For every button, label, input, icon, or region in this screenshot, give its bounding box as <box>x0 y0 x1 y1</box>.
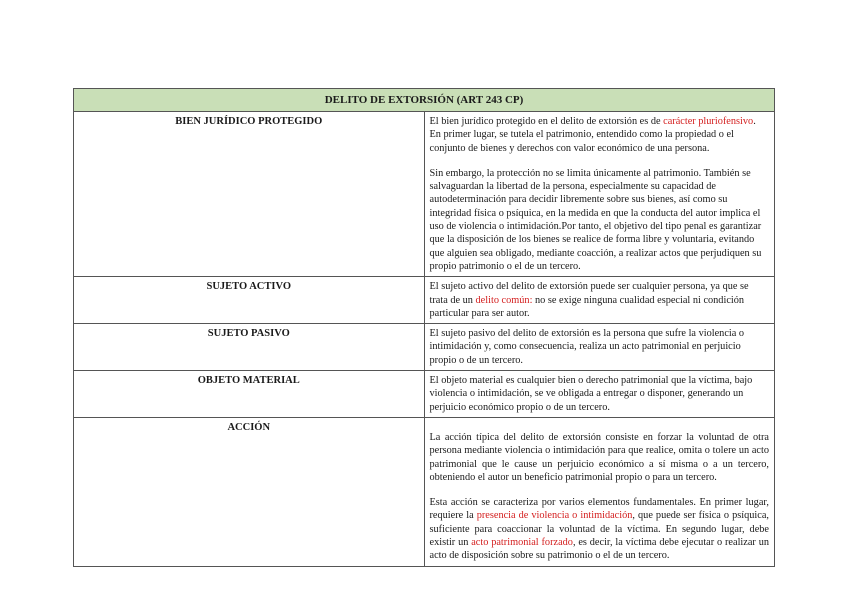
text: Esta acción se caracteriza por varios elementos fundamentales. En primer lugar, requiere la <box>429 497 769 522</box>
text: no se exige ninguna cualidad especial ni condición particular para ser autor. <box>429 294 745 319</box>
table-row <box>74 277 775 324</box>
highlight-text: delito común: <box>475 294 533 306</box>
row-label-sujeto-activo: SUJETO ACTIVO <box>74 277 425 324</box>
table-row <box>74 112 775 277</box>
row-content-bien-juridico <box>424 112 775 277</box>
row-label-accion: ACCIÓN <box>74 417 425 566</box>
text: El sujeto activo del delito de extorsión puede ser cualquier persona, ya que se trata de un <box>429 281 749 306</box>
row-label-objeto-material: OBJETO MATERIAL <box>74 371 425 418</box>
row-label-sujeto-pasivo: SUJETO PASIVO <box>74 324 425 371</box>
row-content-sujeto-activo <box>424 277 775 324</box>
table-row <box>74 371 775 418</box>
paragraph: Sin embargo, la protección no se limita únicamente al patrimonio. También se salvaguardan la libertad de la persona, especialmente su capacidad de autodeterminación para decidir libremente sobre sus bienes, así como su integridad física o psíquica, en la medida en que la conducta del autor implica el uso de violencia o intimidación.Por tanto, el objetivo del tipo penal es garantizar que la disposición de los bienes se realice de forma libre y voluntaria, evitando que alguien sea obligado, mediante coacción, a realizar actos que perjudiquen su propio patrimonio o el de un tercero. <box>429 167 762 272</box>
text: , es decir, la víctima debe ejecutar o realizar un acto de disposición sobre su patrimonio o el de un tercero. <box>429 537 769 562</box>
table-row <box>74 417 775 566</box>
table-title: DELITO DE EXTORSIÓN (ART 243 CP) <box>74 89 775 112</box>
highlight-text: carácter pluriofensivo <box>663 116 754 127</box>
extortion-table <box>73 88 775 567</box>
highlight-text: presencia de violencia o intimidación <box>476 510 633 522</box>
row-content-objeto-material <box>424 371 775 418</box>
paragraph: La acción típica del delito de extorsión consiste en forzar la voluntad de otra persona mediante violencia o intimidación para que realice, omita o tolere un acto patrimonial que le cause un perjuicio económico a sí misma o a un tercero, obteniendo el autor un beneficio patrimonial propio o para un tercero. <box>429 431 769 483</box>
row-content-accion <box>424 417 775 566</box>
table-row <box>74 324 775 371</box>
paragraph: El objeto material es cualquier bien o derecho patrimonial que la víctima, bajo violencia o intimidación, se ve obligada a entregar o disponer, generando un perjuicio económico propio o de un tercero. <box>429 375 753 413</box>
row-label-bien-juridico: BIEN JURÍDICO PROTEGIDO <box>74 112 425 277</box>
row-content-sujeto-pasivo <box>424 324 775 371</box>
text: . En primer lugar, se tutela el patrimonio, entendido como la propiedad o el conjunto de bienes y derechos con valor económico de una persona. <box>429 116 756 154</box>
text: El bien jurídico protegido en el delito de extorsión es de <box>429 116 664 127</box>
paragraph: El sujeto pasivo del delito de extorsión es la persona que sufre la violencia o intimidación y, como consecuencia, realiza un acto patrimonial en perjuicio propio o de un tercero. <box>429 328 745 366</box>
text: , que puede ser física o psíquica, suficiente para coaccionar la voluntad de la víctima. En segundo lugar, debe existir un <box>429 510 769 549</box>
highlight-text: acto patrimonial forzado <box>471 537 573 549</box>
